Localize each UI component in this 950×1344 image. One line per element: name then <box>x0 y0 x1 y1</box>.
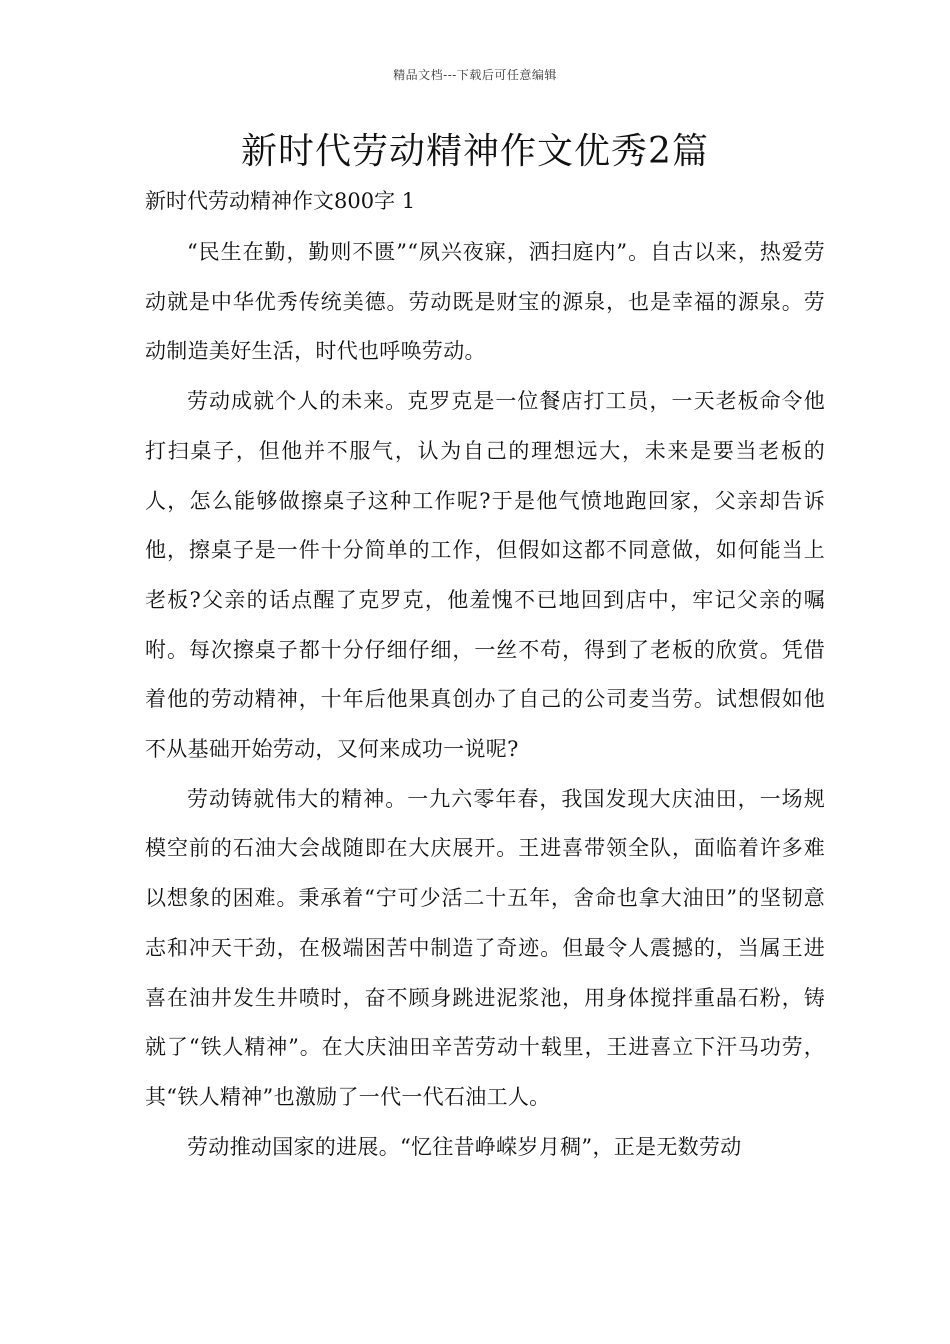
document-title: 新时代劳动精神作文优秀2篇 <box>241 131 709 172</box>
paragraph: 劳动铸就伟大的精神。一九六零年春，我国发现大庆油田，一场规模空前的石油大会战随即在大庆展开。王进喜带领全队，面临着许多难以想象的困难。秉承着“宁可少活二十五年，舍命也拿大油田”的坚韧意志和冲天干劲，在极端困苦中制造了奇迹。但最令人震撼的，当属王进喜在油井发生井喷时，奋不顾身跳进泥浆池，用身体搅拌重晶石粉，铸就了“铁人精神”。在大庆油田辛苦劳动十载里，王进喜立下汗马功劳，其“铁人精神”也激励了一代一代石油工人。 <box>145 786 825 1109</box>
page-header-note: 精品文档---下载后可任意编辑 <box>393 68 557 82</box>
document-body <box>145 228 825 1172</box>
paragraph: “民生在勤，勤则不匮”“夙兴夜寐，洒扫庭内”。自古以来，热爱劳动就是中华优秀传统美德。劳动既是财宝的源泉，也是幸福的源泉。劳动制造美好生活，时代也呼唤劳动。 <box>145 240 825 364</box>
document-subtitle: 新时代劳动精神作文800字 1 <box>145 189 416 213</box>
paragraph: 劳动推动国家的进展。“忆往昔峥嵘岁月稠”，正是无数劳动 <box>187 1134 742 1159</box>
paragraph: 劳动成就个人的未来。克罗克是一位餐店打工员，一天老板命令他打扫桌子，但他并不服气，认为自己的理想远大，未来是要当老板的人，怎么能够做擦桌子这种工作呢?于是他气愤地跑回家，父亲却告诉他，擦桌子是一件十分简单的工作，但假如这都不同意做，如何能当上老板?父亲的话点醒了克罗克，他羞愧不已地回到店中，牢记父亲的嘱咐。每次擦桌子都十分仔细仔细，一丝不苟，得到了老板的欣赏。凭借着他的劳动精神，十年后他果真创办了自己的公司麦当劳。试想假如他不从基础开始劳动，又何来成功一说呢? <box>145 389 825 762</box>
